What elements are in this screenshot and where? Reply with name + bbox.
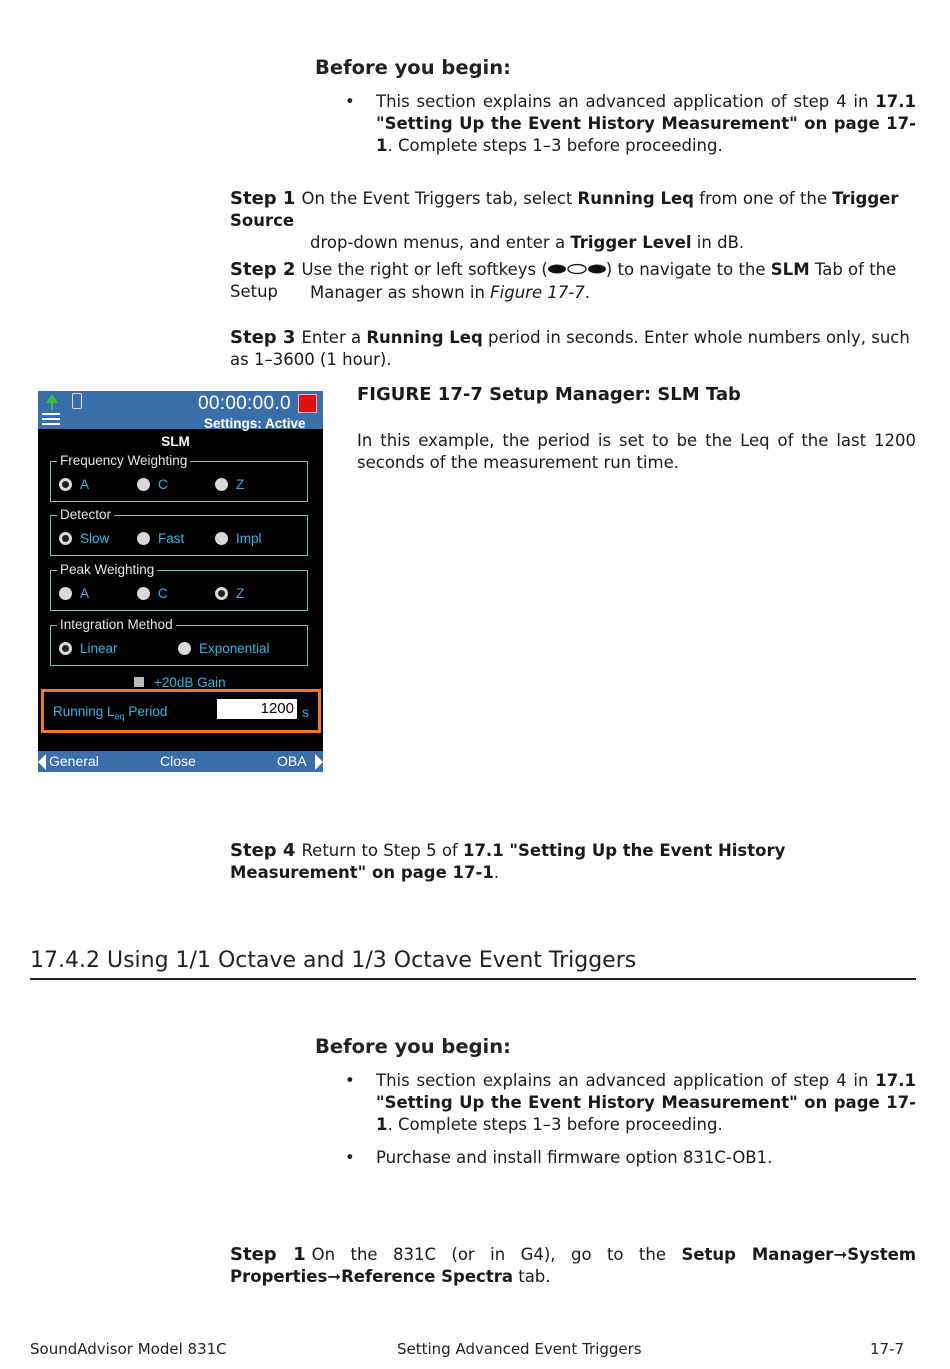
step-1: Step 1 On the Event Triggers tab, select Running Leq from one of the Trigger Source drop-down menus, and enter a Trigger Level in dB. bbox=[230, 188, 899, 252]
bullet-icon: • bbox=[345, 1071, 355, 1090]
integration-method-group: Integration Method Linear Exponential bbox=[50, 625, 308, 666]
detector-impl-radio[interactable]: Impl bbox=[215, 531, 262, 547]
figure-caption: FIGURE 17-7 Setup Manager: SLM Tab bbox=[357, 384, 741, 405]
integration-exponential-radio[interactable]: Exponential bbox=[178, 641, 270, 657]
peak-weighting-group: Peak Weighting A C Z bbox=[50, 570, 308, 611]
cross-reference-link[interactable]: 17.1 "Setting Up the Event History Measurement" on page 17-1 bbox=[376, 92, 916, 155]
record-status-icon bbox=[298, 394, 317, 413]
integration-linear-radio[interactable]: Linear bbox=[59, 641, 118, 657]
elapsed-time: 00:00:00.0 bbox=[198, 393, 291, 414]
list-item bbox=[345, 1147, 916, 1169]
detector-slow-radio[interactable]: Slow bbox=[59, 531, 109, 547]
running-leq-period-input[interactable]: 1200 bbox=[217, 699, 297, 719]
list-item bbox=[345, 1070, 916, 1136]
freq-weighting-a-radio[interactable]: A bbox=[59, 477, 89, 493]
bullet-text: This section explains an advanced application of step 4 in 17.1 "Setting Up the Event History Measurement" on page 17-1. Complete steps 1–3 before proceeding. bbox=[376, 92, 916, 155]
step-1-octave: Step 1 On the 831C (or in G4), go to the Setup Manager➞System Properties➞Reference Spectra tab. bbox=[230, 1244, 917, 1286]
right-arrow-icon bbox=[315, 754, 323, 770]
list-item bbox=[345, 91, 916, 157]
running-leq-period-label: Running $L_{eq}$ Period bbox=[53, 704, 168, 722]
antenna-icon bbox=[45, 394, 59, 410]
before-you-begin-heading: Before you begin: bbox=[315, 56, 511, 79]
step-2: Step 2 Use the right or left softkeys ( ) to navigate to the SLM Tab of the Setup bbox=[230, 259, 897, 301]
device-status-bar bbox=[38, 391, 323, 429]
step-2-continuation: Manager as shown in Figure 17-7. bbox=[310, 283, 591, 302]
section-title: 17.4.2 Using 1/1 Octave and 1/3 Octave Event Triggers bbox=[30, 950, 916, 980]
softkeys-icon bbox=[548, 263, 606, 275]
bullet-text: This section explains an advanced application of step 4 in 17.1 "Setting Up the Event History Measurement" on page 17-1. Complete steps 1–3 before proceeding. bbox=[376, 1071, 916, 1134]
running-leq-period-row bbox=[41, 689, 321, 733]
peak-weighting-z-radio[interactable]: Z bbox=[215, 586, 244, 602]
menu-icon[interactable] bbox=[42, 413, 60, 427]
device-screenshot bbox=[38, 391, 323, 772]
freq-weighting-c-radio[interactable]: C bbox=[137, 477, 168, 493]
cross-reference-link[interactable]: 17.1 "Setting Up the Event History Measurement" on page 17-1 bbox=[376, 1071, 916, 1134]
oba-softkey[interactable]: OBA bbox=[277, 753, 307, 769]
step-3: Step 3 Enter a Running Leq period in seconds. Enter whole numbers only, such as 1–3600 (1 hour). bbox=[230, 327, 910, 369]
arrow-right-icon: ➞ bbox=[327, 1267, 342, 1286]
figure-reference-link[interactable]: Figure 17-7 bbox=[490, 283, 585, 302]
cross-reference-link[interactable]: 17.1 "Setting Up the Event History Measurement" on page 17-1 bbox=[230, 841, 786, 882]
freq-weighting-z-radio[interactable]: Z bbox=[215, 477, 244, 493]
page-number: 17-7 bbox=[870, 1340, 905, 1358]
peak-weighting-a-radio[interactable]: A bbox=[59, 586, 89, 602]
step-4: Step 4 Return to Step 5 of 17.1 "Setting Up the Event History Measurement" on page 17-1. bbox=[230, 840, 786, 882]
detector-group: Detector Slow Fast Impl bbox=[50, 515, 308, 556]
battery-icon bbox=[72, 393, 82, 409]
arrow-right-icon: ➞ bbox=[833, 1245, 848, 1264]
before-you-begin-heading: Before you begin: bbox=[315, 1035, 511, 1058]
general-softkey[interactable]: General bbox=[49, 753, 99, 769]
softkey-bar bbox=[38, 751, 323, 772]
detector-fast-radio[interactable]: Fast bbox=[137, 531, 184, 547]
left-arrow-icon bbox=[38, 754, 46, 770]
footer-product: SoundAdvisor Model 831C bbox=[30, 1340, 227, 1358]
settings-status: Settings: Active bbox=[204, 416, 306, 431]
close-softkey[interactable]: Close bbox=[160, 753, 196, 769]
tab-slm: SLM bbox=[161, 434, 190, 449]
footer-chapter: Setting Advanced Event Triggers bbox=[397, 1340, 642, 1358]
bullet-icon: • bbox=[345, 92, 355, 111]
bullet-icon: • bbox=[345, 1148, 355, 1167]
bullet-text: Purchase and install firmware option 831C-OB1. bbox=[376, 1148, 773, 1167]
gain-checkbox[interactable]: +20dB Gain bbox=[134, 672, 226, 694]
frequency-weighting-group: Frequency Weighting A C Z bbox=[50, 461, 308, 502]
unit-label: s bbox=[302, 705, 309, 720]
figure-description: In this example, the period is set to be the Leq of the last 1200 seconds of the measurement run time. bbox=[357, 431, 916, 472]
peak-weighting-c-radio[interactable]: C bbox=[137, 586, 168, 602]
